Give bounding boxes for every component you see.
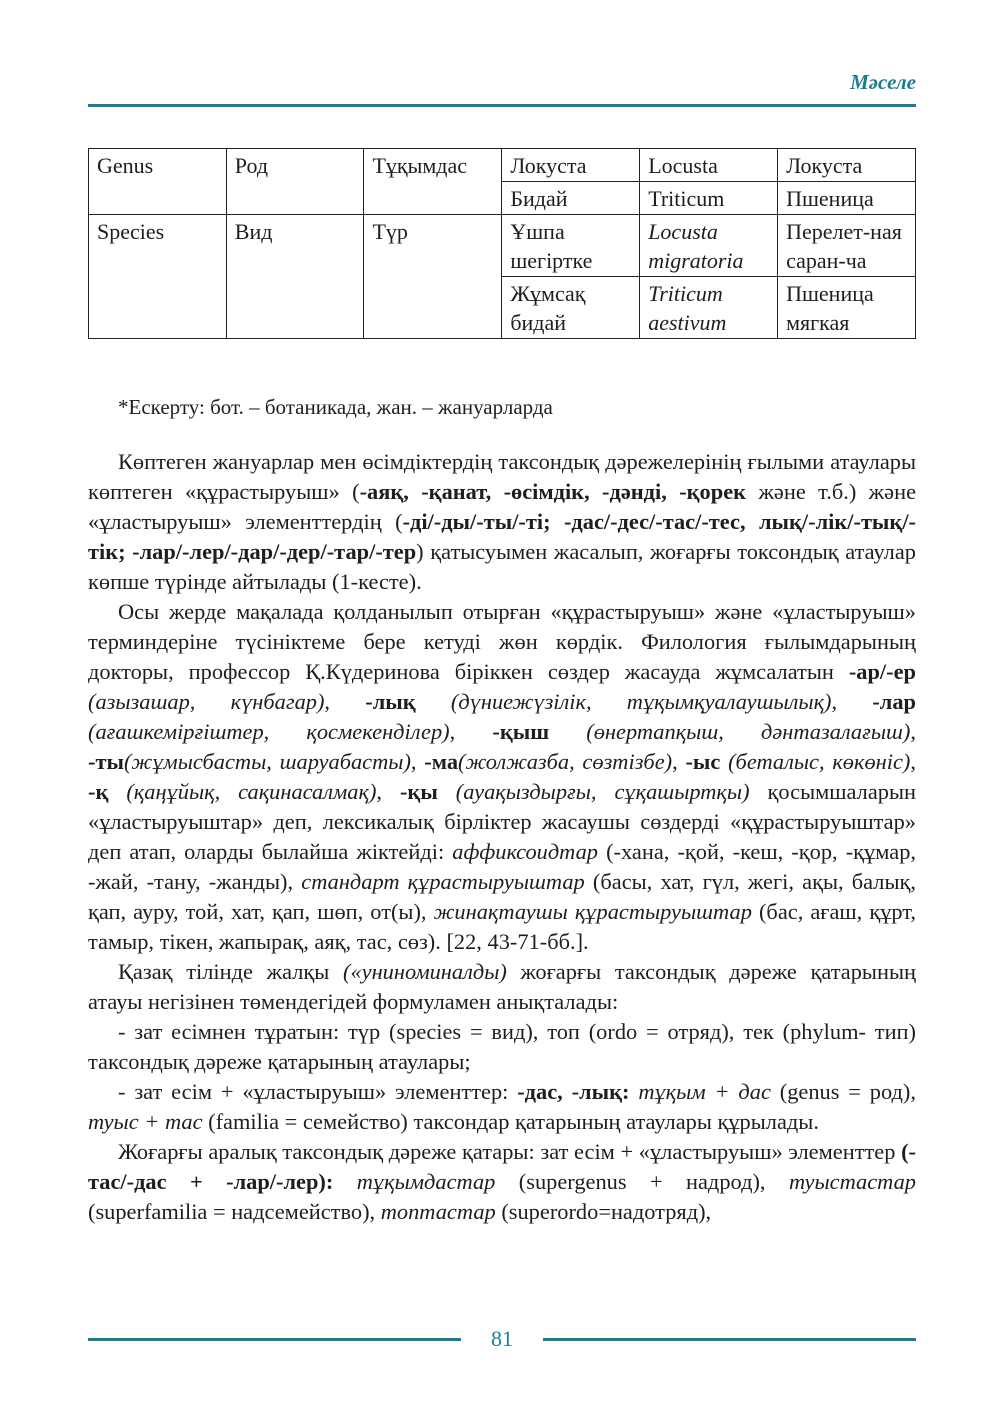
table-footnote: *Ескерту: бот. – ботаникада, жан. – жануарларда bbox=[118, 395, 553, 419]
suffix-run: -лық bbox=[365, 689, 416, 714]
text-run bbox=[629, 1079, 638, 1104]
table-cell: Бидай bbox=[502, 182, 640, 215]
example-run: (азызашар, күнбагар) bbox=[88, 689, 325, 714]
suffix-run: -лар bbox=[872, 689, 916, 714]
example-run: (ағашкемірғіштер, қосмекенділер) bbox=[88, 719, 450, 744]
footer-rule-left bbox=[88, 1338, 461, 1341]
footer-rule-right bbox=[543, 1338, 916, 1341]
text-run: (supergenus + надрод), bbox=[495, 1169, 789, 1194]
example-run: (дүниежүзілік, тұқымқуалаушылық) bbox=[415, 689, 832, 714]
table-cell: Ұшпа шегіртке bbox=[502, 215, 640, 277]
text-run: Қазақ тілінде жалқы bbox=[118, 959, 343, 984]
term-run: («униноминалды) bbox=[342, 959, 507, 984]
text-run: , bbox=[324, 689, 366, 714]
table-cell: Genus bbox=[89, 149, 227, 215]
text-run: (familia = семейство) таксондар қатарының атаулары құрылады. bbox=[202, 1109, 819, 1134]
paragraph bbox=[88, 1077, 916, 1137]
term-run: туыс + тас bbox=[88, 1109, 203, 1134]
example-run: (қаңұйық, сақинасалмақ) bbox=[108, 779, 377, 804]
text-run: , bbox=[672, 749, 686, 774]
table-cell: Triticum aestivum bbox=[640, 277, 778, 339]
term-run: топтастар bbox=[380, 1199, 496, 1224]
text-run: жоғарғы таксондық дәреже қатарының атауы негізінен төмендегідей формуламен анықталады: bbox=[88, 959, 916, 1014]
text-run: , bbox=[376, 779, 400, 804]
suffix-run: -қ bbox=[88, 779, 109, 804]
header-rule bbox=[88, 104, 916, 107]
suffix-run: -ыс bbox=[685, 749, 721, 774]
suffix-run: -ді/-ды/-ты/-ті; -дас/-дес/-тас/-тес, лық/-лік/-тық/-тік; -лар/-лер/-дар/-дер/-тар/-тер bbox=[88, 509, 916, 564]
suffix-run: -ар/-ер bbox=[848, 659, 916, 684]
table-cell: Түр bbox=[364, 215, 502, 339]
suffix-run: -дас, -лық: bbox=[517, 1079, 630, 1104]
term-run: тұқымдастар bbox=[356, 1169, 496, 1194]
table-cell: Вид bbox=[226, 215, 364, 339]
paragraph bbox=[88, 1137, 916, 1227]
suffix-run: -қы bbox=[399, 779, 438, 804]
text-run: ) қатысуымен жасалып, жоғарғы токсондық атаулар көпше түрінде айтылады (1-кесте). bbox=[88, 539, 916, 594]
table-cell: Локуста bbox=[778, 149, 916, 182]
table-cell: Жұмсақ бидай bbox=[502, 277, 640, 339]
table-cell: Пшеница мягкая bbox=[778, 277, 916, 339]
table-cell: Род bbox=[226, 149, 364, 215]
table-cell: Locusta bbox=[640, 149, 778, 182]
table-cell: Перелет-ная саран-ча bbox=[778, 215, 916, 277]
table-cell: Пшеница bbox=[778, 182, 916, 215]
text-run: , bbox=[910, 749, 916, 774]
table-cell: Species bbox=[89, 215, 227, 339]
example-run: (ауақыздырғы, сұқашыртқы) bbox=[437, 779, 750, 804]
page-number: 81 bbox=[491, 1326, 513, 1351]
suffix-run: -аяқ, -қанат, -өсімдік, -дәнді, -қорек bbox=[359, 479, 747, 504]
example-run: (жұмысбасты, шаруабасты) bbox=[123, 749, 411, 774]
text-run: Жоғарғы аралық таксондық дәреже қатары: зат есім + «ұластыруыш» элементтер bbox=[118, 1139, 902, 1164]
example-run: (беталыс, көкөніс) bbox=[720, 749, 911, 774]
text-run: , bbox=[910, 719, 916, 744]
text-run: , bbox=[410, 749, 425, 774]
text-run bbox=[333, 1169, 356, 1194]
text-run: Осы жерде мақалада қолданылып отырған «құрастыруыш» және «ұластыруыш» терминдеріне түсініктеме бере кетуді жөн көрдік. Филология ғылымдарының докторы, профессор Қ.Күдеринова біріккен сөздер жасауда жұмсалатын bbox=[88, 599, 916, 684]
paragraph bbox=[88, 447, 916, 597]
suffix-run: (-тас/-дас + -лар/-лер): bbox=[88, 1139, 916, 1194]
text-run: (superfamilia = надсемейство), bbox=[88, 1199, 381, 1224]
table-cell: Тұқымдас bbox=[364, 149, 502, 215]
text-run: (бас, ағаш, құрт, тамыр, тікен, жапырақ, аяқ, тас, сөз). [22, 43-71-бб.]. bbox=[88, 899, 917, 954]
text-run: (-хана, -қой, -кеш, -қор, -құмар, -жай, -тану, -жанды), bbox=[88, 839, 916, 894]
text-run: қосымшаларын «ұластыруыштар» деп, лексикалық бірліктер жасаушы сөздерді «құрастыруыштар» деп атап, оларды былайша жіктейді: bbox=[88, 779, 916, 864]
text-run: - зат есім + «ұластыруыш» элементтер: bbox=[118, 1079, 518, 1104]
paragraph bbox=[88, 597, 916, 957]
taxonomy-table bbox=[88, 148, 916, 339]
table-cell: Triticum bbox=[640, 182, 778, 215]
text-run: Көптеген жануарлар мен өсімдіктердің таксондық дәрежелерінің ғылыми атаулары көптеген «құрастыруыш» ( bbox=[88, 449, 916, 504]
text-run: , bbox=[449, 719, 493, 744]
body-text bbox=[88, 447, 916, 1227]
text-run: , bbox=[831, 689, 873, 714]
suffix-run: -ты bbox=[88, 749, 124, 774]
term-run: тұқым + дас bbox=[638, 1079, 771, 1104]
term-run: стандарт құрастыруыштар bbox=[301, 869, 585, 894]
table-row bbox=[89, 149, 916, 182]
text-run: (басы, хат, гүл, жегі, ақы, балық, қап, ауру, той, хат, қап, шөп, от(ы), bbox=[88, 869, 916, 924]
table-cell: Локуста bbox=[502, 149, 640, 182]
table-row bbox=[89, 215, 916, 277]
suffix-run: -ма bbox=[424, 749, 459, 774]
paragraph: - зат есімнен тұратын: түр (species = вид), топ (ordo = отряд), тек (phylum- тип) таксондық дәреже қатарының атаулары; bbox=[88, 1019, 916, 1074]
term-run: аффиксоидтар bbox=[452, 839, 599, 864]
text-run: (genus = род), bbox=[770, 1079, 916, 1104]
suffix-run: -қыш bbox=[492, 719, 550, 744]
table-cell: Locusta migratoria bbox=[640, 215, 778, 277]
paragraph bbox=[88, 957, 916, 1017]
example-run: (жолжазба, сөзтізбе) bbox=[458, 749, 673, 774]
running-title: Мәселе bbox=[850, 70, 916, 94]
term-run: туыстастар bbox=[788, 1169, 916, 1194]
text-run: және т.б.) және «ұластыруыш» элементтердің ( bbox=[88, 479, 917, 534]
text-run: (superordo=надотряд), bbox=[495, 1199, 712, 1224]
example-run: (өнертапқыш, дәнтазалағыш) bbox=[549, 719, 911, 744]
term-run: жинақтаушы құрастыруыштар bbox=[433, 899, 752, 924]
